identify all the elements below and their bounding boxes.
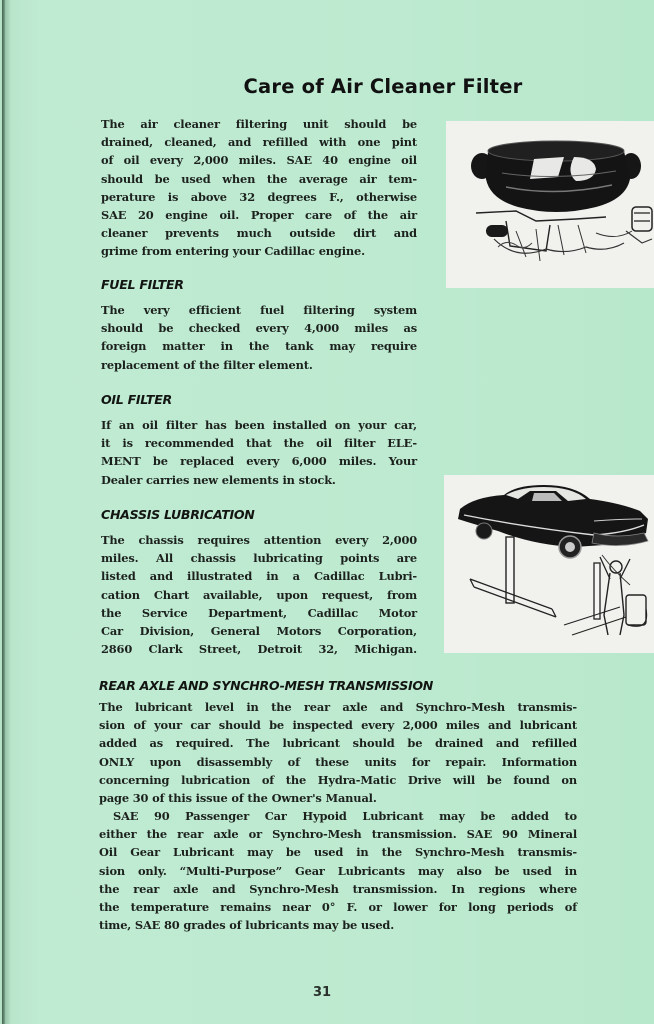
text-line: Car Division, General Motors Corporation, xyxy=(101,624,417,639)
text-line: Oil Gear Lubricant may be used in the Synchro-Mesh transmis- xyxy=(99,845,577,860)
text-line: of oil every 2,000 miles. SAE 40 engine oil xyxy=(101,153,417,168)
text-line: the rear axle and Synchro-Mesh transmission. In regions where xyxy=(99,881,577,896)
text-line: drained, cleaned, and refilled with one pint xyxy=(101,135,417,150)
text-line: time, SAE 80 grades of lubricants may be used. xyxy=(99,918,395,933)
text-line: listed and illustrated in a Cadillac Lubri- xyxy=(101,569,417,584)
text-line: replacement of the filter element. xyxy=(101,357,313,372)
text-line: should be used when the average air tem- xyxy=(101,171,417,186)
text-line: perature is above 32 degrees F., otherwise xyxy=(101,189,417,204)
air-cleaner-drawing-icon xyxy=(446,121,654,288)
text-line: grime from entering your Cadillac engine. xyxy=(101,244,365,259)
rear-axle-paragraph-2 xyxy=(99,807,577,934)
text-line: either the rear axle or Synchro-Mesh transmission. SAE 90 Mineral xyxy=(99,827,577,842)
text-line: The chassis requires attention every 2,000 xyxy=(101,533,417,547)
text-line: cleaner prevents much outside dirt and xyxy=(101,226,417,241)
fuel-filter-paragraph xyxy=(101,301,417,374)
rear-axle-heading: REAR AXLE AND SYNCHRO-MESH TRANSMISSION xyxy=(99,678,434,693)
text-line: SAE 20 engine oil. Proper care of the air xyxy=(101,208,417,223)
text-line: foreign matter in the tank may require xyxy=(101,339,417,354)
text-line: SAE 90 Passenger Car Hypoid Lubricant may be added to xyxy=(113,809,577,823)
text-line: The air cleaner filtering unit should be xyxy=(101,117,417,131)
oil-filter-heading: OIL FILTER xyxy=(101,392,172,407)
text-line: ONLY upon disassembly of these units for repair. Information xyxy=(99,754,577,769)
car-on-lift-drawing-icon xyxy=(444,475,654,653)
text-line: page 30 of this issue of the Owner's Manual. xyxy=(99,791,377,806)
text-line: If an oil filter has been installed on your car, xyxy=(101,418,417,432)
binding-shadow xyxy=(5,0,11,1024)
fuel-filter-heading: FUEL FILTER xyxy=(101,277,184,292)
page-title: Care of Air Cleaner Filter xyxy=(243,75,523,98)
text-line: cation Chart available, upon request, from xyxy=(101,587,417,602)
text-line: concerning lubrication of the Hydra-Matic Drive will be found on xyxy=(99,772,577,787)
air-cleaner-illustration xyxy=(446,121,654,288)
air-cleaner-paragraph xyxy=(101,115,417,261)
text-line: MENT be replaced every 6,000 miles. Your xyxy=(101,454,417,469)
text-line: the temperature remains near 0° F. or lower for long periods of xyxy=(99,900,577,915)
text-line: sion only. “Multi-Purpose” Gear Lubricants may also be used in xyxy=(99,863,577,878)
text-line: miles. All chassis lubricating points are xyxy=(101,551,417,566)
rear-axle-paragraph-1 xyxy=(99,698,577,807)
oil-filter-paragraph xyxy=(101,416,417,489)
chassis-lubrication-heading: CHASSIS LUBRICATION xyxy=(101,507,255,522)
page-number: 31 xyxy=(313,985,332,1000)
text-line: 2860 Clark Street, Detroit 32, Michigan. xyxy=(101,642,417,657)
text-line: sion of your car should be inspected every 2,000 miles and lubricant xyxy=(99,718,577,733)
text-line: added as required. The lubricant should be drained and refilled xyxy=(99,736,577,751)
text-line: Dealer carries new elements in stock. xyxy=(101,472,336,487)
chassis-lubrication-paragraph xyxy=(101,531,417,658)
car-on-lift-illustration xyxy=(444,475,654,653)
text-line: it is recommended that the oil filter ELE- xyxy=(101,436,417,451)
text-line: The very efficient fuel filtering system xyxy=(101,303,417,317)
text-line: should be checked every 4,000 miles as xyxy=(101,321,417,336)
text-line: The lubricant level in the rear axle and Synchro-Mesh transmis- xyxy=(99,700,577,714)
text-line: the Service Department, Cadillac Motor xyxy=(101,605,417,620)
